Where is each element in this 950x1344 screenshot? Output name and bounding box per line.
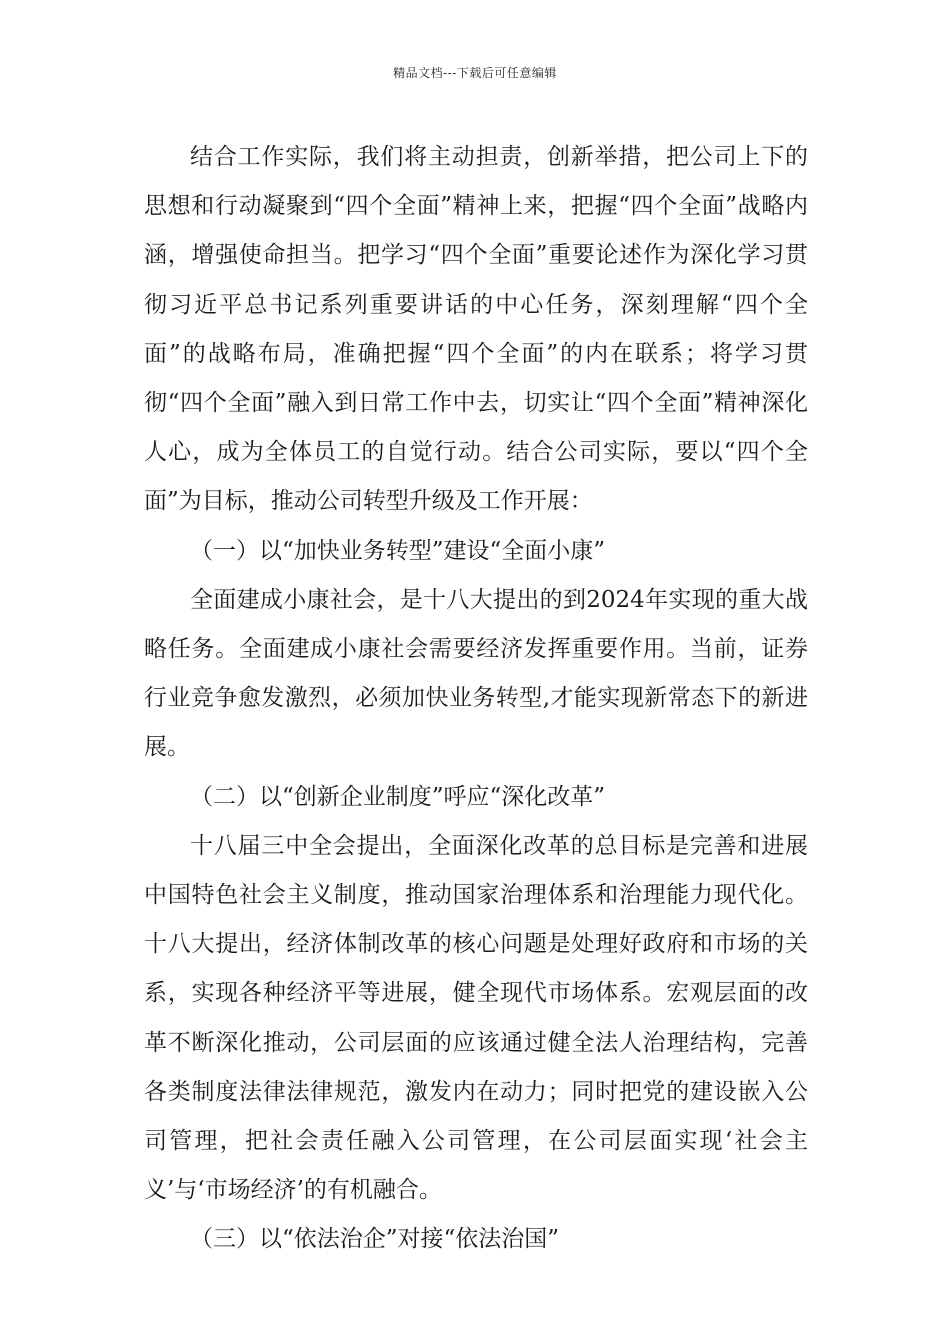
section-heading-1: （一）以“加快业务转型”建设“全面小康” [190, 537, 606, 564]
section-heading-3: （三）以“依法治企”对接“依法治国” [190, 1226, 560, 1253]
paragraph-intro: 结合工作实际，我们将主动担责，创新举措，把公司上下的思想和行动凝聚到“四个全面”精神上来，把握“四个全面”战略内涵，增强使命担当。把学习“四个全面”重要论述作为深化学习贯彻习近平总书记系列重要讲话的中心任务，深刻理解“四个全面”的战略布局，准确把握“四个全面”的内在联系；将学习贯彻“四个全面”融入到日常工作中去，切实让“四个全面”精神深化人心，成为全体员工的自觉行动。结合公司实际，要以“四个全面”为目标，推动公司转型升级及工作开展： [144, 144, 808, 515]
document-body [144, 133, 808, 1265]
paragraph-section-1: 全面建成小康社会，是十八大提出的到2024年实现的重大战略任务。全面建成小康社会需要经济发挥重要作用。当前，证券行业竞争愈发激烈，必须加快业务转型,才能实现新常态下的新进展。 [144, 586, 808, 761]
paragraph-section-2: 十八届三中全会提出，全面深化改革的总目标是完善和进展中国特色社会主义制度，推动国家治理体系和治理能力现代化。十八大提出，经济体制改革的核心问题是处理好政府和市场的关系，实现各种经济平等进展，健全现代市场体系。宏观层面的改革不断深化推动，公司层面的应该通过健全法人治理结构，完善各类制度法律法律规范，激发内在动力；同时把党的建设嵌入公司管理，把社会责任融入公司管理，在公司层面实现‘社会主义’与‘市场经济’的有机融合。 [144, 832, 808, 1204]
section-heading-2: （二）以“创新企业制度”呼应“深化改革” [190, 783, 606, 810]
page-header: 精品文档---下载后可任意编辑 [393, 66, 557, 80]
